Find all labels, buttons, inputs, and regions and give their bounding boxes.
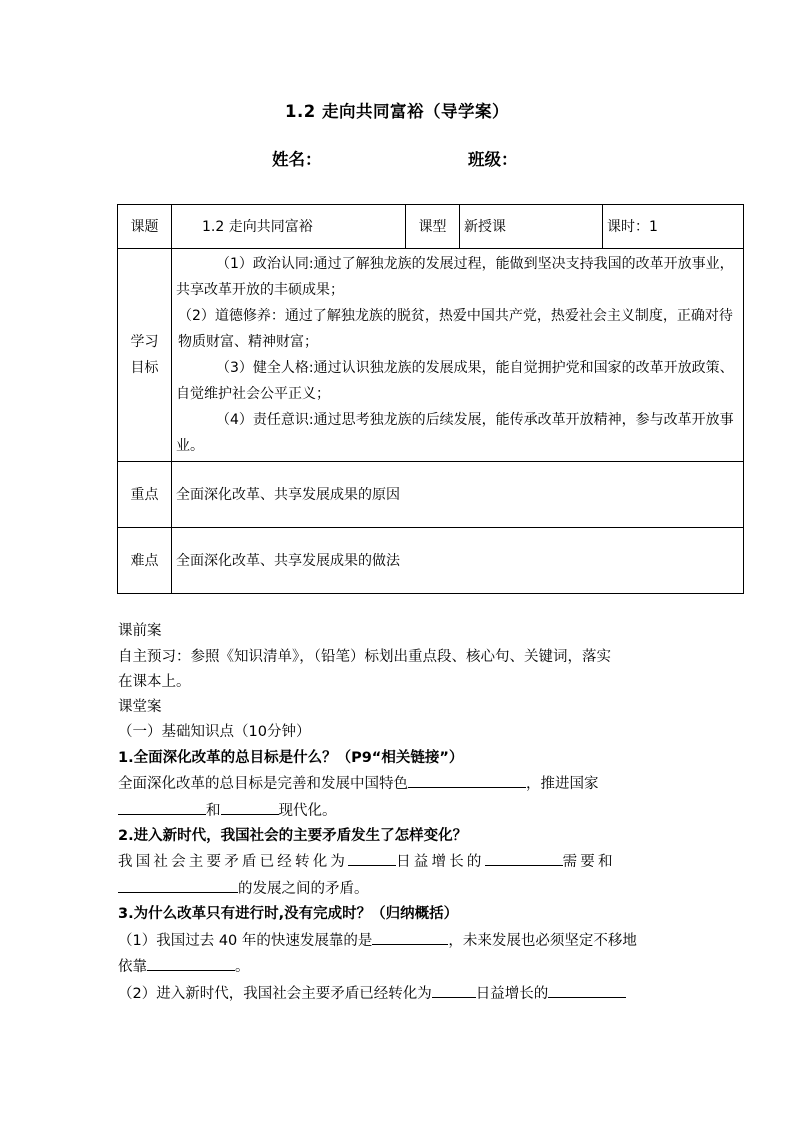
section-heading: （一）基础知识点（10分钟） [118, 724, 311, 740]
fill-blank[interactable] [485, 851, 563, 866]
goal-item: （1）政治认同:通过了解独龙族的发展过程，能做到坚决支持我国的改革开放事业，共享改革开放的丰硕成果； [176, 256, 734, 298]
fill-blank[interactable] [118, 878, 238, 893]
question-1: 1.全面深化改革的总目标是什么？（P9“相关链接”） [118, 750, 464, 766]
goals-label: 学习 目标 [118, 249, 172, 462]
q3-item1-line2: 依靠 。 [118, 955, 250, 980]
type-label: 课型 [406, 205, 460, 249]
fill-blank[interactable] [348, 851, 396, 866]
difficulty-label: 难点 [118, 528, 172, 594]
table-row-difficulty [118, 528, 744, 594]
q2-answer-line2: 的发展之间的矛盾。 [118, 877, 369, 902]
question-3: 3.为什么改革只有进行时,没有完成时？（归纳概括） [118, 906, 459, 922]
table-row-goals [118, 249, 744, 462]
key-label: 重点 [118, 462, 172, 528]
fill-blank[interactable] [118, 800, 206, 815]
fill-blank[interactable] [221, 800, 279, 815]
fill-blank[interactable] [147, 956, 235, 971]
preview-text-line2: 在课本上。 [118, 674, 191, 690]
name-label: 姓名： [272, 150, 322, 169]
q2-answer-line1: 我国社会主要矛盾已经转化为 日益增长的 需要和 [118, 850, 616, 875]
in-class-heading: 课堂案 [118, 699, 162, 715]
preview-text-line1: 自主预习：参照《知识清单》，（铅笔）标划出重点段、核心句、关键词，落实 [118, 649, 611, 665]
topic-value: 1.2 走向共同富裕 [172, 205, 406, 249]
goal-item: （4）责任意识:通过思考独龙族的后续发展，能传承改革开放精神，参与改革开放事业。 [176, 412, 734, 454]
question-2: 2.进入新时代，我国社会的主要矛盾发生了怎样变化？ [118, 828, 468, 844]
q1-answer-line1: 全面深化改革的总目标是完善和发展中国特色 ，推进国家 [118, 772, 599, 797]
key-value: 全面深化改革、共享发展成果的原因 [172, 462, 744, 528]
lesson-info-table [117, 204, 744, 594]
period-value: 课时：1 [603, 205, 744, 249]
fill-blank[interactable] [432, 983, 476, 998]
table-row-key [118, 462, 744, 528]
class-label: 班级： [468, 150, 518, 169]
q3-item2-line1: （2）进入新时代，我国社会主要矛盾已经转化为 日益增长的 [118, 982, 626, 1007]
fill-blank[interactable] [548, 983, 626, 998]
pre-class-heading: 课前案 [118, 623, 162, 639]
difficulty-value: 全面深化改革、共享发展成果的做法 [172, 528, 744, 594]
fill-blank[interactable] [408, 773, 526, 788]
type-value: 新授课 [460, 205, 603, 249]
table-row-topic [118, 205, 744, 249]
goal-item: （2）道德修养：通过了解独龙族的脱贫，热爱中国共产党，热爱社会主义制度，正确对待物质财富、精神财富； [178, 308, 733, 350]
q3-item1-line1: （1）我国过去 40 年的快速发展靠的是 ，未来发展也必须坚定不移地 [118, 929, 637, 954]
page-title: 1.2 走向共同富裕（导学案） [285, 102, 509, 121]
topic-label: 课题 [118, 205, 172, 249]
fill-blank[interactable] [372, 930, 448, 945]
q1-answer-line2: 和 现代化。 [118, 799, 337, 824]
goals-content [172, 249, 744, 462]
goal-item: （3）健全人格:通过认识独龙族的发展成果，能自觉拥护党和国家的改革开放政策、自觉维护社会公平正义； [176, 360, 734, 402]
